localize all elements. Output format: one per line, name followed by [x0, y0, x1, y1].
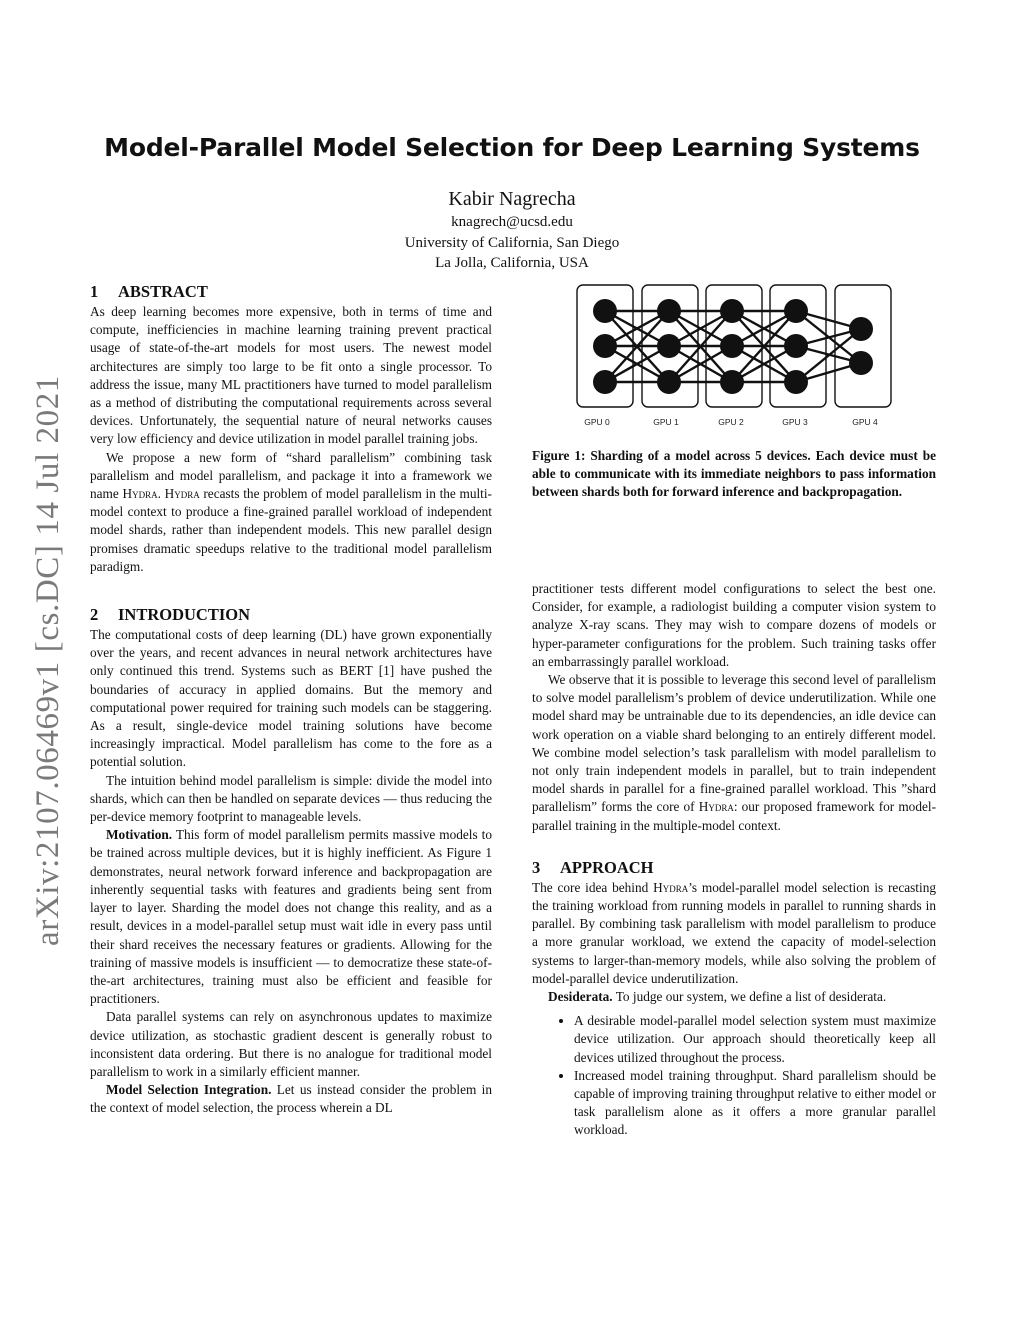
abstract-heading: 1 ABSTRACT — [90, 282, 208, 301]
list-item: • A desirable model-parallel model selection system must maximize device utilization. Our approach should theoretically keep all devices utilized throughout the process. — [574, 1012, 936, 1067]
neuron — [657, 370, 681, 394]
gpu-label: GPU 0 — [584, 417, 610, 427]
intro-paragraph-4: Data parallel systems can rely on asynchronous updates to maximize device utilization, as stochastic gradient descent is generally robust to inconsistent data ordering. But there is no analogue for traditional model parallelism to work in a similarly efficient manner. — [90, 1009, 492, 1079]
neuron — [784, 334, 808, 358]
author-affiliation: University of California, San Diego — [404, 234, 620, 251]
neuron — [720, 299, 744, 323]
gpu-label: GPU 3 — [782, 417, 808, 427]
left-column — [90, 281, 492, 1118]
right-paragraph-2: We observe that it is possible to leverage this second level of parallelism to solve model parallelism’s problem of device underutilization. While one model shard may be untrainable due to its dependencies, an idle device can work operation on a viable shard belonging to an entirely different model. We combine model selection’s task parallelism with model parallelism to not only train independent models in parallel, but to train independent model shards in parallel for a fine-grained parallel workload. This ”shard parallelism” forms the core of Hydra: our proposed framework for model-parallel training in the multiple-model context. — [532, 672, 936, 833]
right-paragraph-1: practitioner tests different model configurations to select the best one. Consider, for example, a radiologist building a computer vision system to analyze X-ray scans. They may wish to compare dozens of models or hyper-parameter configurations for the problem. Such training tasks offer an embarrassingly parallel workload. — [532, 581, 936, 669]
figure-caption: Figure 1: Sharding of a model across 5 devices. Each device must be able to communicate with its immediate neighbors to pass information between shards both for forward inference and backpropagation. — [532, 448, 936, 500]
neuron — [849, 351, 873, 375]
neuron — [657, 299, 681, 323]
neuron — [720, 370, 744, 394]
neuron — [593, 334, 617, 358]
neuron — [593, 299, 617, 323]
list-item: • Increased model training throughput. Shard parallelism should be capable of improving training throughput relative to either model or task parallelism alone as it offers a more granular parallel workload. — [574, 1067, 936, 1140]
paper-title: Model-Parallel Model Selection for Deep Learning Systems — [104, 133, 920, 162]
neuron — [593, 370, 617, 394]
sharding-figure — [575, 283, 915, 433]
intro-paragraph-2: The intuition behind model parallelism is simple: divide the model into shards, which can then be handled on separate devices — thus reducing the per-device memory footprint to manageable levels. — [90, 772, 492, 825]
gpu-label: GPU 2 — [718, 417, 744, 427]
neuron — [784, 370, 808, 394]
arxiv-stamp: arXiv:2107.06469v1 [cs.DC] 14 Jul 2021 — [29, 374, 66, 946]
desiderata-paragraph: Desiderata. To judge our system, we define a list of desiderata. — [548, 989, 887, 1005]
intro-msi-paragraph: Model Selection Integration. Let us instead consider the problem in the context of model selection, the process wherein a DL — [90, 1082, 493, 1116]
gpu-label: GPU 1 — [653, 417, 679, 427]
desiderata-list — [532, 1012, 936, 1139]
neuron — [657, 334, 681, 358]
abstract-paragraph-1: As deep learning becomes more expensive, both in terms of time and compute, inefficiencies in machine learning training prevent practical usage of state-of-the-art models for most users. The newest model architectures are simply too large to be fit onto a single processor. To address the issue, many ML practitioners have turned to model parallelism as a method of distributing the computational requirements across several devices. Unfortunately, the sequential nature of neural networks causes very low efficiency and device utilization in model parallel training jobs. — [90, 304, 492, 447]
gpu-box — [835, 285, 891, 407]
author-email[interactable]: knagrech@ucsd.edu — [451, 214, 573, 230]
abstract-paragraph-2: We propose a new form of “shard parallelism” combining task parallelism and model parallelism, and package it into a framework we name Hydra. Hydra recasts the problem of model parallelism in the multi-model context to produce a fine-grained parallel workload of independent model shards, rather than independent models. This new parallel design promises dramatic speedups relative to the traditional model parallelism paradigm. — [90, 449, 492, 574]
approach-heading: 3 APPROACH — [532, 857, 654, 877]
author-block — [0, 186, 1024, 274]
author-location: La Jolla, California, USA — [435, 255, 589, 271]
author-name: Kabir Nagrecha — [448, 188, 576, 210]
right-column — [532, 580, 936, 1140]
neuron — [849, 317, 873, 341]
approach-paragraph-1: The core idea behind Hydra’s model-parallel model selection is recasting the training workload from running models in parallel to running shards in parallel. By combining task parallelism with model parallelism to produce a more granular workload, we extend the capacity of model-selection systems to larger-than-memory models, while also solving the problem of model-parallel device underutilization. — [532, 879, 936, 986]
introduction-heading: 2 INTRODUCTION — [90, 605, 251, 625]
neuron — [784, 299, 808, 323]
intro-motivation-paragraph: Motivation. This form of model parallelism permits massive models to be trained across multiple devices, but it is highly inefficient. As Figure 1 demonstrates, neural network forward inference and backpropagation are inherently sequential tasks with features and gradients being sent from layer to layer. Sharding the model does not change this reality, and as a result, devices in a model-parallel setup must wait idle in every pass until their shard receives the necessary features or gradients. Allowing for the training of massive models is insufficient — to democratize these state-of-the-art architectures, training must also be efficient and feasible for practitioners. — [90, 827, 492, 1007]
neuron — [720, 334, 744, 358]
gpu-label: GPU 4 — [852, 417, 878, 427]
intro-paragraph-1: The computational costs of deep learning (DL) have grown exponentially over the years, and recent advances in neural network architectures have only continued this trend. Systems such as BERT [1] have pushed the boundaries of accuracy in applied domains. But the memory and computational power required for training such models can be staggering. As a result, single-device model training solutions have become increasingly impractical. Model parallelism has come to the fore as a potential solution. — [90, 627, 492, 770]
